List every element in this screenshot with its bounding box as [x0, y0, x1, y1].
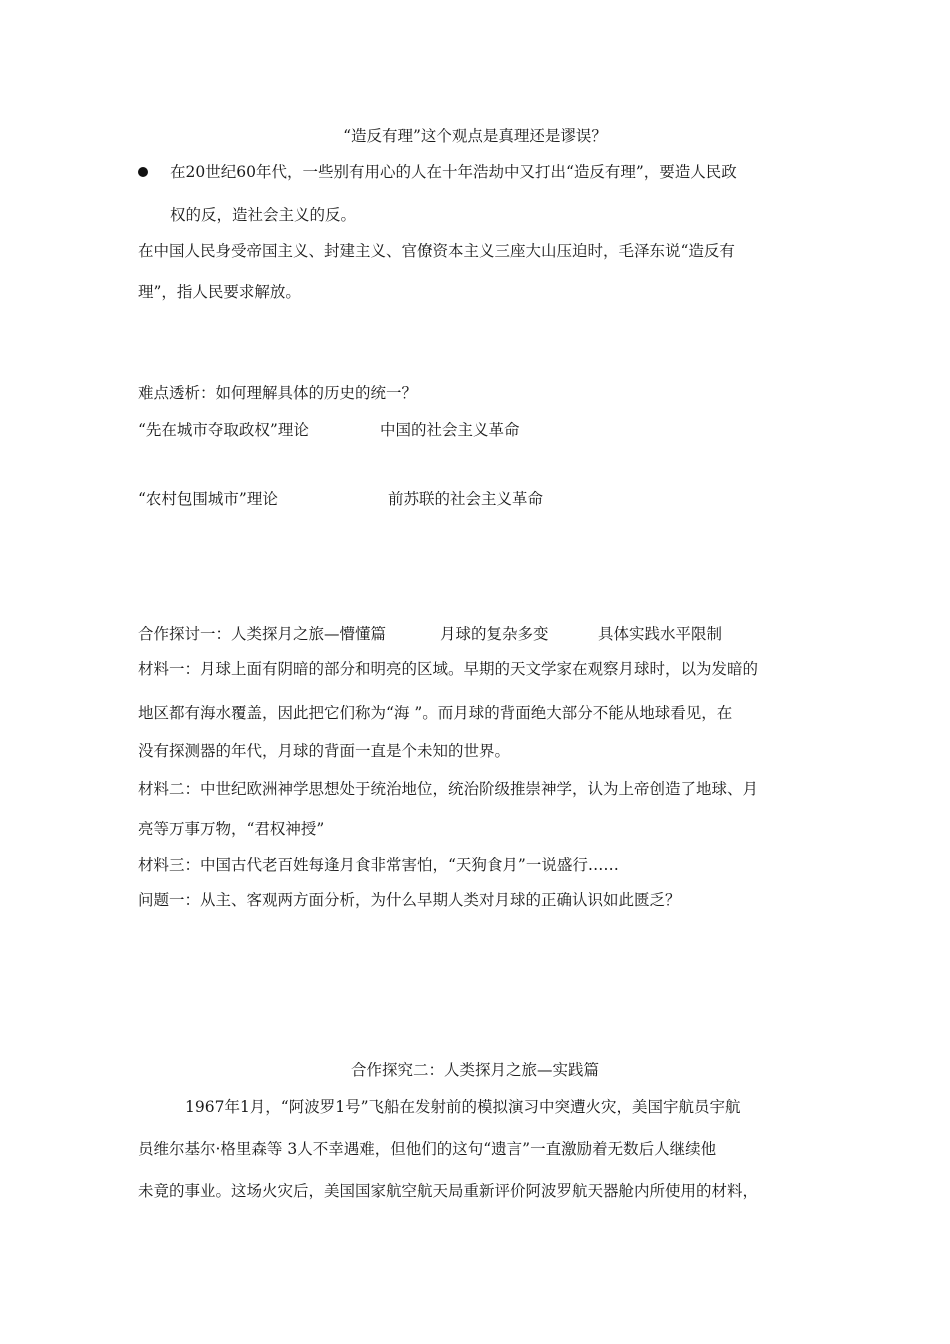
- material1-line1: 材料一：月球上面有阴暗的部分和明亮的区域。早期的天文学家在观察月球时，以为发暗的: [138, 660, 759, 678]
- bullet-text-line1: 在20世纪60年代，一些别有用心的人在十年浩劫中又打出“造反有理”，要造人民政: [170, 163, 737, 181]
- apollo-paragraph-line1: 1967年1月，“阿波罗1号”飞船在发射前的模拟演习中突遭火灾，美国宇航员宇航: [185, 1098, 741, 1116]
- theory-countryside-surround-city: “农村包围城市”理论: [138, 490, 278, 508]
- material1-line3: 没有探测器的年代，月球的背面一直是个未知的世界。: [138, 742, 511, 760]
- material2-line2: 亮等万事万物，“君权神授”: [138, 820, 325, 838]
- apollo-paragraph-line2: 员维尔基尔·格里森等 3人不幸遇难，但他们的这句“遗言”一直激励着无数后人继续他: [138, 1140, 717, 1158]
- question1: 问题一：从主、客观两方面分析，为什么早期人类对月球的正确认识如此匮乏？: [138, 891, 681, 909]
- discussion1-topic: 月球的复杂多变: [440, 625, 549, 643]
- apollo-paragraph-line3: 未竟的事业。这场火灾后，美国国家航空航天局重新评价阿波罗航天器舱内所使用的材料，: [138, 1182, 759, 1200]
- material2-line1: 材料二：中世纪欧洲神学思想处于统治地位，统治阶级推崇神学，认为上帝创造了地球、月: [138, 780, 759, 798]
- section1-title: “造反有理”这个观点是真理还是谬误？: [343, 127, 607, 145]
- bullet-text-line2: 权的反，造社会主义的反。: [170, 206, 357, 224]
- theory-city-first: “先在城市夺取政权”理论: [138, 421, 309, 439]
- discussion1-heading: 合作探讨一：人类探月之旅—懵懂篇: [138, 625, 387, 643]
- china-socialist-revolution: 中国的社会主义革命: [380, 421, 520, 439]
- material3-line1: 材料三：中国古代老百姓每逢月食非常害怕，“天狗食月”一说盛行……: [138, 856, 619, 874]
- soviet-socialist-revolution: 前苏联的社会主义革命: [388, 490, 544, 508]
- discussion1-constraint: 具体实践水平限制: [598, 625, 723, 643]
- difficulty-heading: 难点透析：如何理解具体的历史的统一？: [138, 384, 418, 402]
- paragraph-line2: 理”，指人民要求解放。: [138, 283, 301, 301]
- discussion2-title: 合作探究二：人类探月之旅—实践篇: [350, 1061, 599, 1079]
- paragraph-line1: 在中国人民身受帝国主义、封建主义、官僚资本主义三座大山压迫时，毛泽东说“造反有: [138, 242, 735, 260]
- bullet-dot: [138, 167, 148, 177]
- material1-line2: 地区都有海水覆盖，因此把它们称为“海 ”。而月球的背面绝大部分不能从地球看见，在: [138, 704, 733, 722]
